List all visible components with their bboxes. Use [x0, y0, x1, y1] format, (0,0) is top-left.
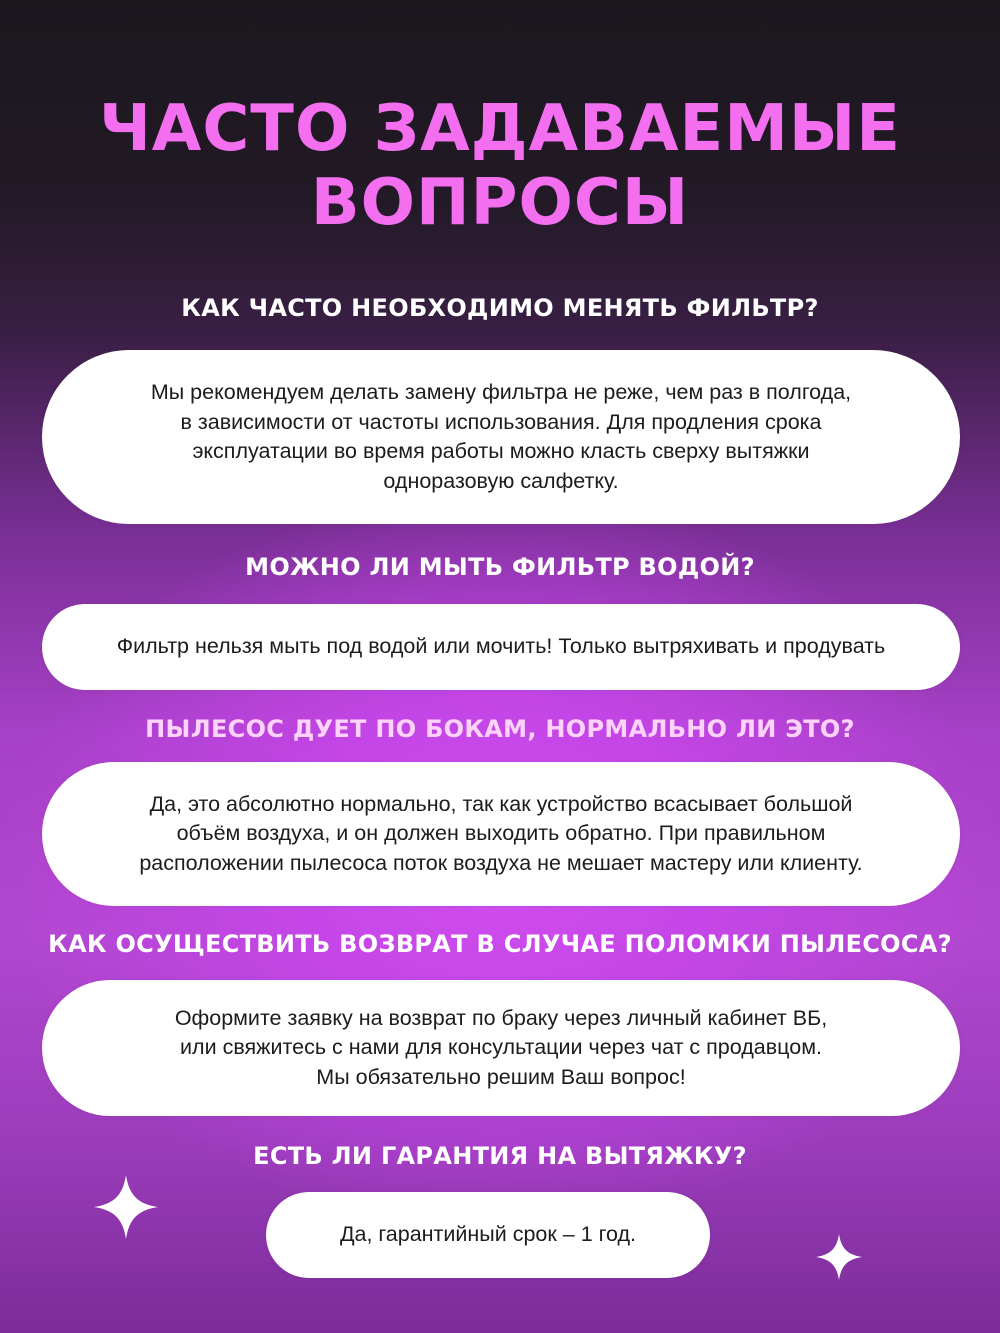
- faq-question-1: КАК ЧАСТО НЕОБХОДИМО МЕНЯТЬ ФИЛЬТР?: [181, 294, 819, 322]
- faq-answer-card-5: [266, 1192, 710, 1278]
- sparkle-icon: [94, 1175, 158, 1239]
- faq-answer-text-1: Мы рекомендуем делать замену фильтра не реже, чем раз в полгода, в зависимости от частоты использования. Для продления срока эксплуатации во время работы можно класть сверху вытяжки одноразовую салфетку.: [150, 380, 852, 493]
- faq-answer-text-2: Фильтр нельзя мыть под водой или мочить! Только вытряхивать и продувать: [116, 634, 886, 659]
- faq-answer-card-1: [42, 350, 960, 524]
- faq-question-2: МОЖНО ЛИ МЫТЬ ФИЛЬТР ВОДОЙ?: [245, 553, 755, 581]
- faq-question-3: ПЫЛЕСОС ДУЕТ ПО БОКАМ, НОРМАЛЬНО ЛИ ЭТО?: [145, 715, 855, 743]
- faq-answer-text-5: Да, гарантийный срок – 1 год.: [339, 1222, 637, 1247]
- faq-question-4: КАК ОСУЩЕСТВИТЬ ВОЗВРАТ В СЛУЧАЕ ПОЛОМКИ ПЫЛЕСОСА?: [48, 930, 952, 958]
- faq-answer-card-3: [42, 762, 960, 906]
- faq-answer-card-2: [42, 604, 960, 690]
- sparkle-icon: [816, 1234, 862, 1280]
- page-title: ЧАСТО ЗАДАВАЕМЫЕ ВОПРОСЫ: [99, 92, 901, 240]
- faq-question-5: ЕСТЬ ЛИ ГАРАНТИЯ НА ВЫТЯЖКУ?: [253, 1142, 747, 1170]
- faq-answer-text-4: Оформите заявку на возврат по браку через личный кабинет ВБ, или свяжитесь с нами для консультации через чат с продавцом. Мы обязательно решим Ваш вопрос!: [174, 1005, 828, 1089]
- faq-answer-card-4: [42, 980, 960, 1116]
- faq-answer-text-3: Да, это абсолютно нормально, так как устройство всасывает большой объём воздуха, и он должен выходить обратно. При правильном расположении пылесоса поток воздуха не мешает мастеру или клиенту.: [139, 791, 863, 875]
